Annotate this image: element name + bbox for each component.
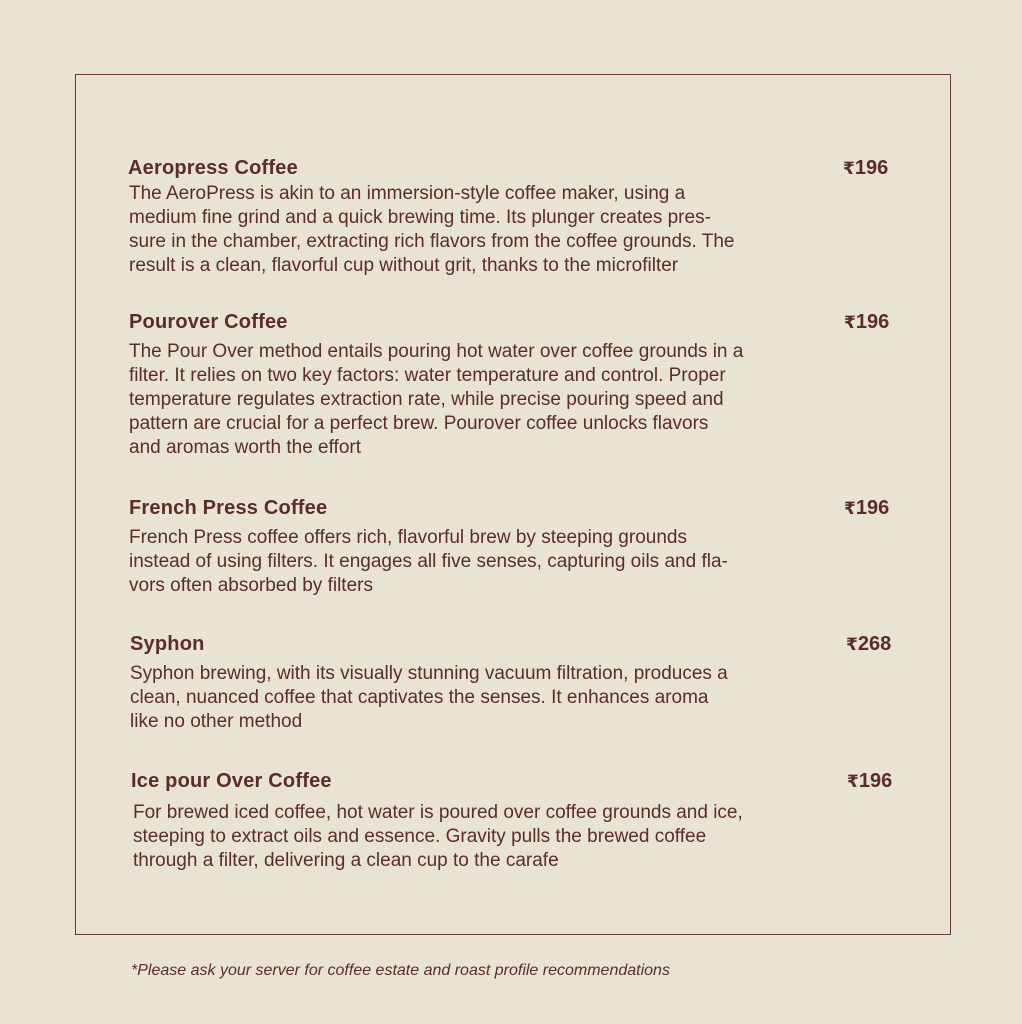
price-value: 196 xyxy=(855,311,890,333)
price-value: 196 xyxy=(855,497,890,519)
menu-item-description: French Press coffee offers rich, flavorful brew by steeping grounds instead of using filters. It engages all five senses, capturing oils and fla- vors often absorbed by filters xyxy=(129,527,728,596)
menu-item-description: For brewed iced coffee, hot water is poured over coffee grounds and ice, steeping to extract oils and essence. Gravity pulls the brewed coffee through a filter, delivering a clean cup to the carafe xyxy=(133,802,743,871)
rupee-symbol: ₹ xyxy=(844,313,856,333)
rupee-symbol: ₹ xyxy=(844,499,856,519)
menu-item-description: Syphon brewing, with its visually stunning vacuum filtration, produces a clean, nuanced coffee that captivates the senses. It enhances aroma like no other method xyxy=(130,663,728,732)
menu-item-price xyxy=(844,311,889,334)
menu-item-title: Pourover Coffee xyxy=(129,311,288,333)
menu-item-price xyxy=(846,633,891,656)
rupee-symbol: ₹ xyxy=(846,635,858,655)
menu-item-title: Syphon xyxy=(130,633,205,655)
menu-item-description: The Pour Over method entails pouring hot water over coffee grounds in a filter. It relies on two key factors: water temperature and control. Proper temperature regulates extraction rate, while precise pouring speed and pattern are crucial for a perfect brew. Pourover coffee unlocks flavors and aromas worth the effort xyxy=(129,341,744,458)
footnote: *Please ask your server for coffee estate and roast profile recommendations xyxy=(131,962,670,979)
price-value: 268 xyxy=(857,633,892,655)
menu-item-description: The AeroPress is akin to an immersion-style coffee maker, using a medium fine grind and a quick brewing time. Its plunger creates pres- sure in the chamber, extracting rich flavors from the coffee grounds. The result is a clean, flavorful cup without grit, thanks to the microfilter xyxy=(129,183,735,276)
rupee-symbol: ₹ xyxy=(847,772,859,792)
price-value: 196 xyxy=(858,770,893,792)
menu-item-price xyxy=(844,497,889,520)
menu-item-price xyxy=(843,157,888,180)
menu-item-price xyxy=(847,770,892,793)
menu-item-title: Ice pour Over Coffee xyxy=(131,770,332,792)
price-value: 196 xyxy=(854,157,889,179)
menu-item-title: Aeropress Coffee xyxy=(128,157,298,179)
menu-item-title: French Press Coffee xyxy=(129,497,328,519)
rupee-symbol: ₹ xyxy=(843,159,855,179)
